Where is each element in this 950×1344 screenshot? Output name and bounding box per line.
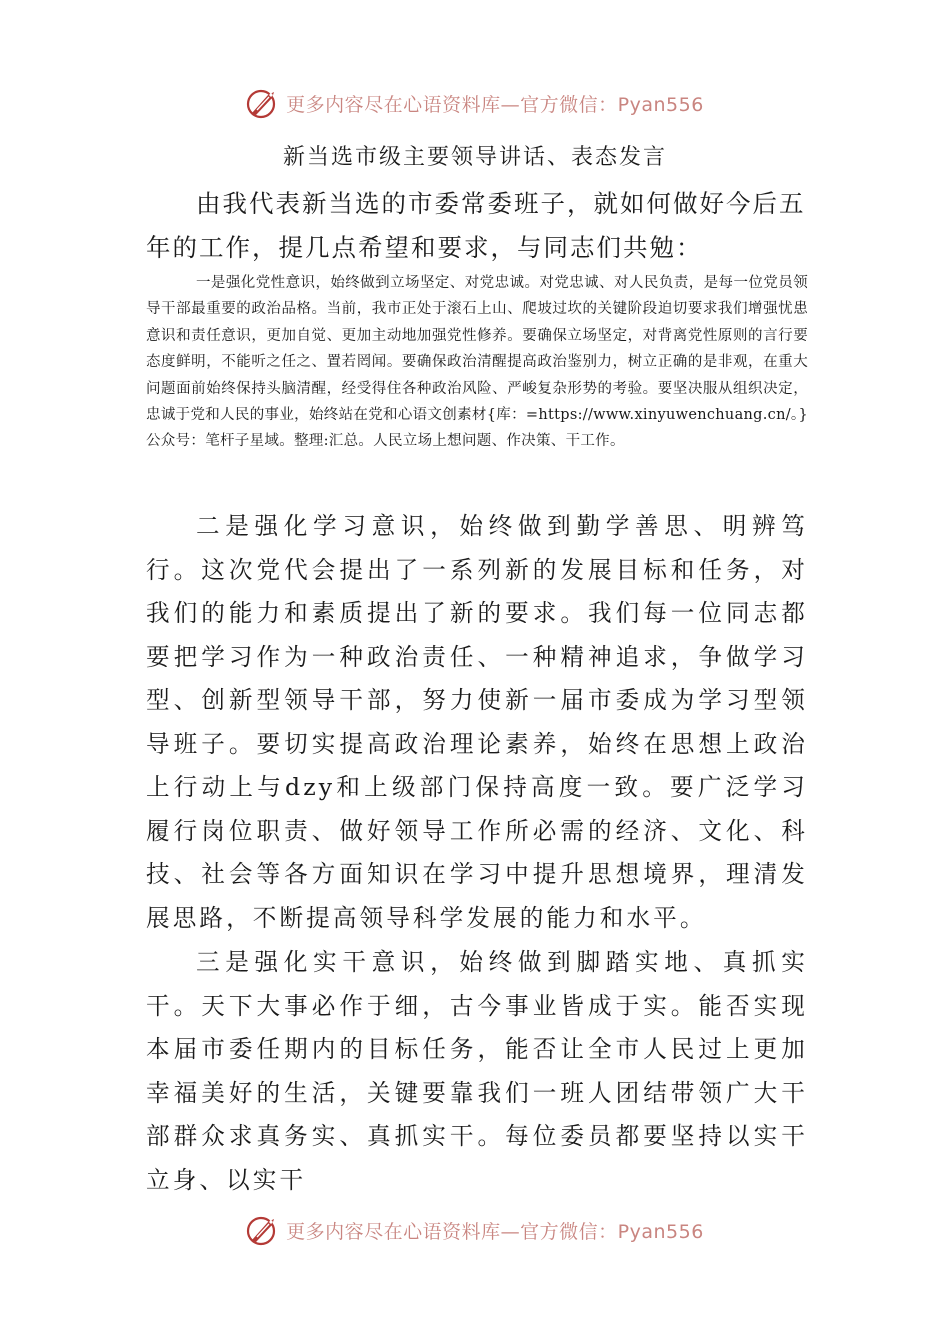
intro-paragraph: 由我代表新当选的市委常委班子，就如何做好今后五年的工作，提几点希望和要求，与同志们共勉： [146, 189, 806, 262]
document-title: 新当选市级主要领导讲话、表态发言 [282, 145, 667, 170]
paragraph-learning: 二是强化学习意识，始终做到勤学善思、明辨笃行。这次党代会提出了一系列新的发展目标和任务，对我们的能力和素质提出了新的要求。我们每一位同志都要把学习作为一种政治责任、一种精神追求，争做学习型、创新型领导干部，努力使新一届市委成为学习型领导班子。要切实提高政治理论素养，始终在思想上政治上行动上与dzy和上级部门保持高度一致。要广泛学习履行岗位职责、做好领导工作所必需的经济、文化、科技、社会等各方面知识在学习中提升思想境界，理清发展思路，不断提高领导科学发展的能力和水平。 [146, 512, 808, 932]
footer-banner [0, 1210, 950, 1250]
banner-text: 更多内容尽在心语资料库—官方微信：Pyan556 [286, 93, 704, 116]
header-banner [0, 83, 950, 123]
paragraph-party-spirit: 一是强化党性意识，始终做到立场坚定、对党忠诚。对党忠诚、对人民负责，是每一位党员领导干部最重要的政治品格。当前，我市正处于滚石上山、爬坡过坎的关键阶段迫切要求我们增强忧患意识和责任意识，更加自觉、更加主动地加强党性修养。要确保立场坚定，对背离党性原则的言行要态度鲜明，不能听之任之、置若罔闻。要确保政治清醒提高政治鉴别力，树立正确的是非观，在重大问题面前始终保持头脑清醒，经受得住各种政治风险、严峻复杂形势的考验。要坚决服从组织决定，忠诚于党和人民的事业，始终站在党和心语文创素材{库：=https://www.xinyuwenchuang.cn/。}公众号：笔杆子星域。整理:汇总。人民立场上想问题、作决策、干工作。 [146, 275, 808, 450]
paragraph-practical-work: 三是强化实干意识，始终做到脚踏实地、真抓实干。天下大事必作于细，古今事业皆成于实。能否实现本届市委任期内的目标任务，能否让全市人民过上更加幸福美好的生活，关键要靠我们一班人团结带领广大干部群众求真务实、真抓实干。每位委员都要坚持以实干立身、以实干 [146, 948, 808, 1194]
pen-nib-logo-icon [246, 86, 280, 120]
banner-text: 更多内容尽在心语资料库—官方微信：Pyan556 [286, 1220, 704, 1243]
pen-nib-logo-icon [246, 1213, 280, 1247]
